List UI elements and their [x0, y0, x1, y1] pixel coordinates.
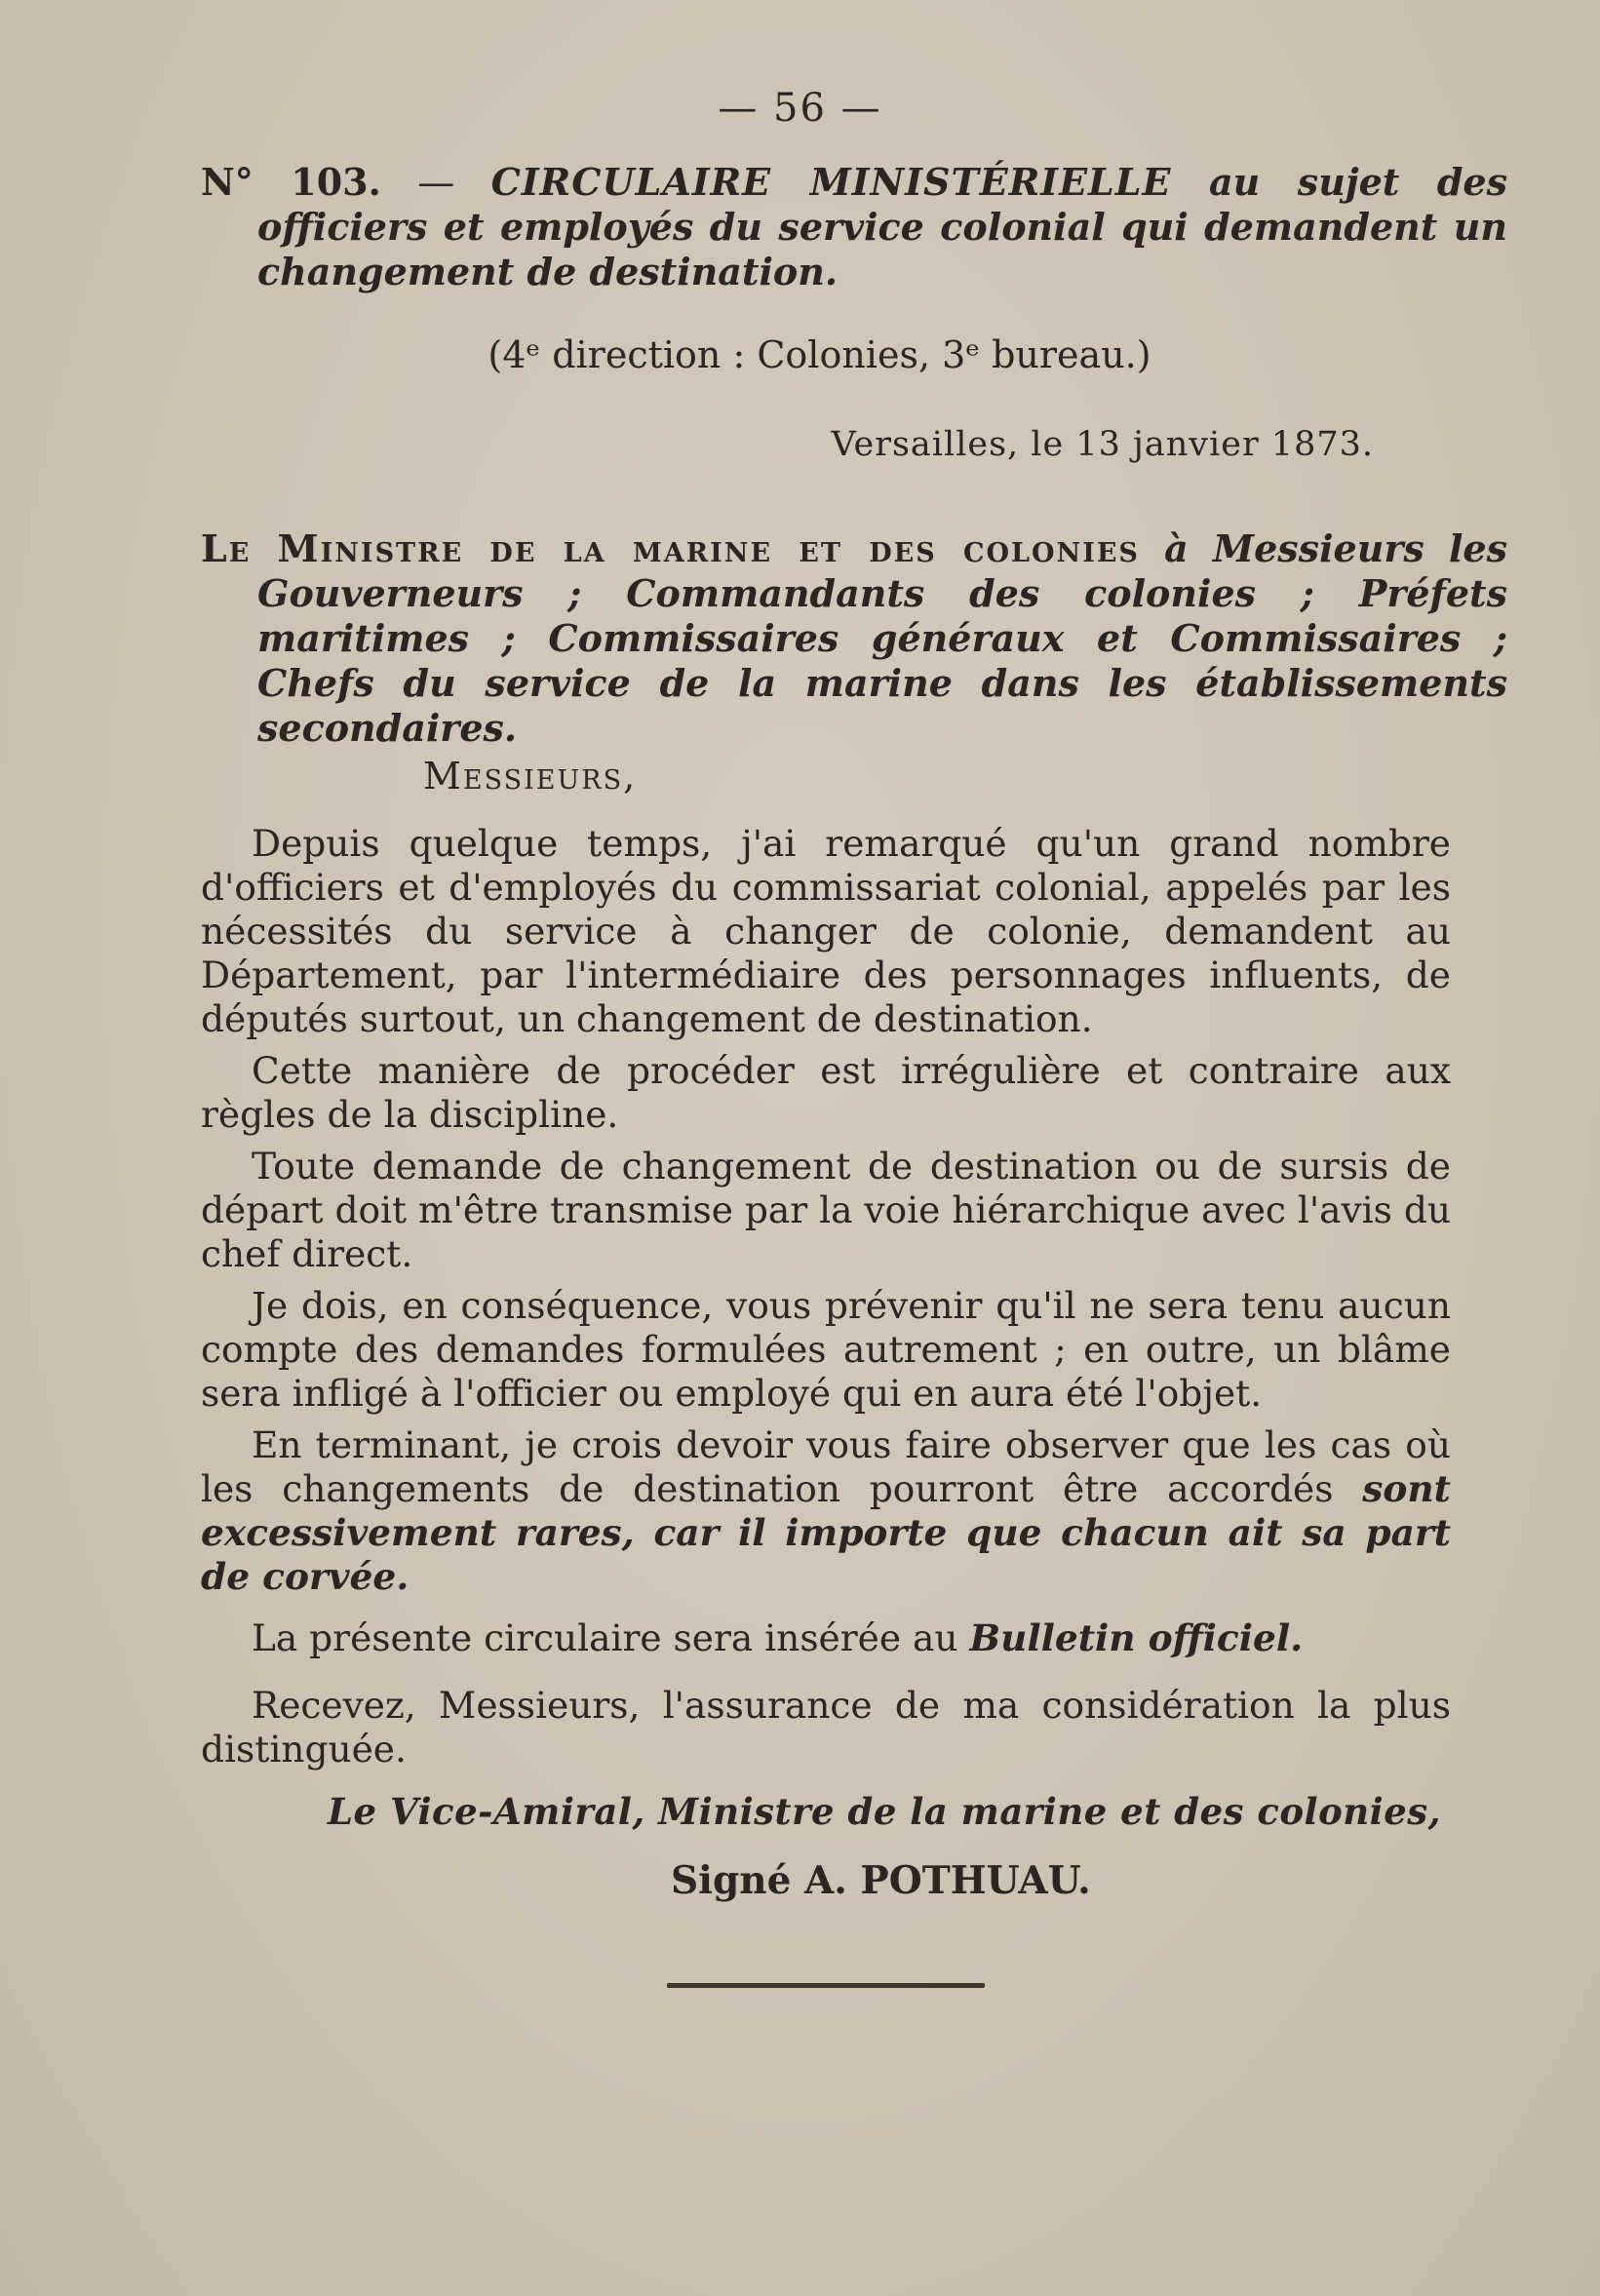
direction-line: (4ᵉ direction : Colonies, 3ᵉ bureau.)	[488, 333, 1151, 376]
address-block	[201, 526, 1507, 751]
paragraph-5-italic: sont excessivement rares, car il importe que chacun ait sa part de corvée.	[201, 1467, 1451, 1598]
paragraph-6-text: La présente circulaire sera insérée au	[252, 1616, 970, 1659]
heading-dash: —	[380, 161, 491, 204]
circular-heading	[201, 160, 1507, 294]
address-recipients: à Messieurs les Gouverneurs ; Commandants des colonies ; Préfets maritimes ; Commissaires généraux et Commissaires ; Chefs du service de la marine dans les établissements secondaires.	[257, 526, 1508, 750]
date-line: Versailles, le 13 janvier 1873.	[831, 425, 1374, 464]
bulletin-officiel: Bulletin officiel.	[969, 1616, 1304, 1659]
signature-title: Le Vice-Amiral, Ministre de la marine et des colonies,	[328, 1790, 1441, 1833]
paragraph-5	[201, 1423, 1451, 1599]
circular-number: N° 103.	[201, 160, 381, 204]
paragraph-1: Depuis quelque temps, j'ai remarqué qu'un grand nombre d'officiers et d'employés du commissariat colonial, appelés par les nécessités du service à changer de colonie, demandent au Département, par l'intermédiaire des personnages influents, de députés surtout, un changement de destination.	[201, 822, 1451, 1040]
paragraph-5-text: En terminant, je crois devoir vous faire observer que les cas où les changements de destination pourront être accordés	[201, 1423, 1451, 1510]
closing-rule	[667, 1983, 985, 1988]
salutation: Messieurs,	[423, 755, 638, 798]
circular-title: CIRCULAIRE MINISTÉRIELLE	[490, 160, 1172, 204]
signature-name: Signé A. POTHUAU.	[671, 1858, 1091, 1903]
page-number: — 56 —	[718, 86, 882, 131]
closing-formula: Recevez, Messieurs, l'assurance de ma considération la plus distinguée.	[201, 1684, 1451, 1771]
paragraph-3: Toute demande de changement de destination ou de sursis de départ doit m'être transmise par la voie hiérarchique avec l'avis du chef direct.	[201, 1145, 1451, 1275]
paragraph-2: Cette manière de procéder est irrégulière et contraire aux règles de la discipline.	[201, 1049, 1451, 1136]
circular-subject: au sujet des officiers et employés du service colonial qui demandent un changement de destination.	[257, 160, 1507, 293]
paragraph-6	[201, 1616, 1451, 1660]
paragraph-4: Je dois, en conséquence, vous prévenir qu'il ne sera tenu aucun compte des demandes formulées autrement ; en outre, un blâme sera infligé à l'officier ou employé qui en aura été l'objet.	[201, 1284, 1451, 1415]
address-sender: Le Ministre de la marine et des colonies	[201, 526, 1140, 570]
letter-body	[201, 822, 1451, 1779]
